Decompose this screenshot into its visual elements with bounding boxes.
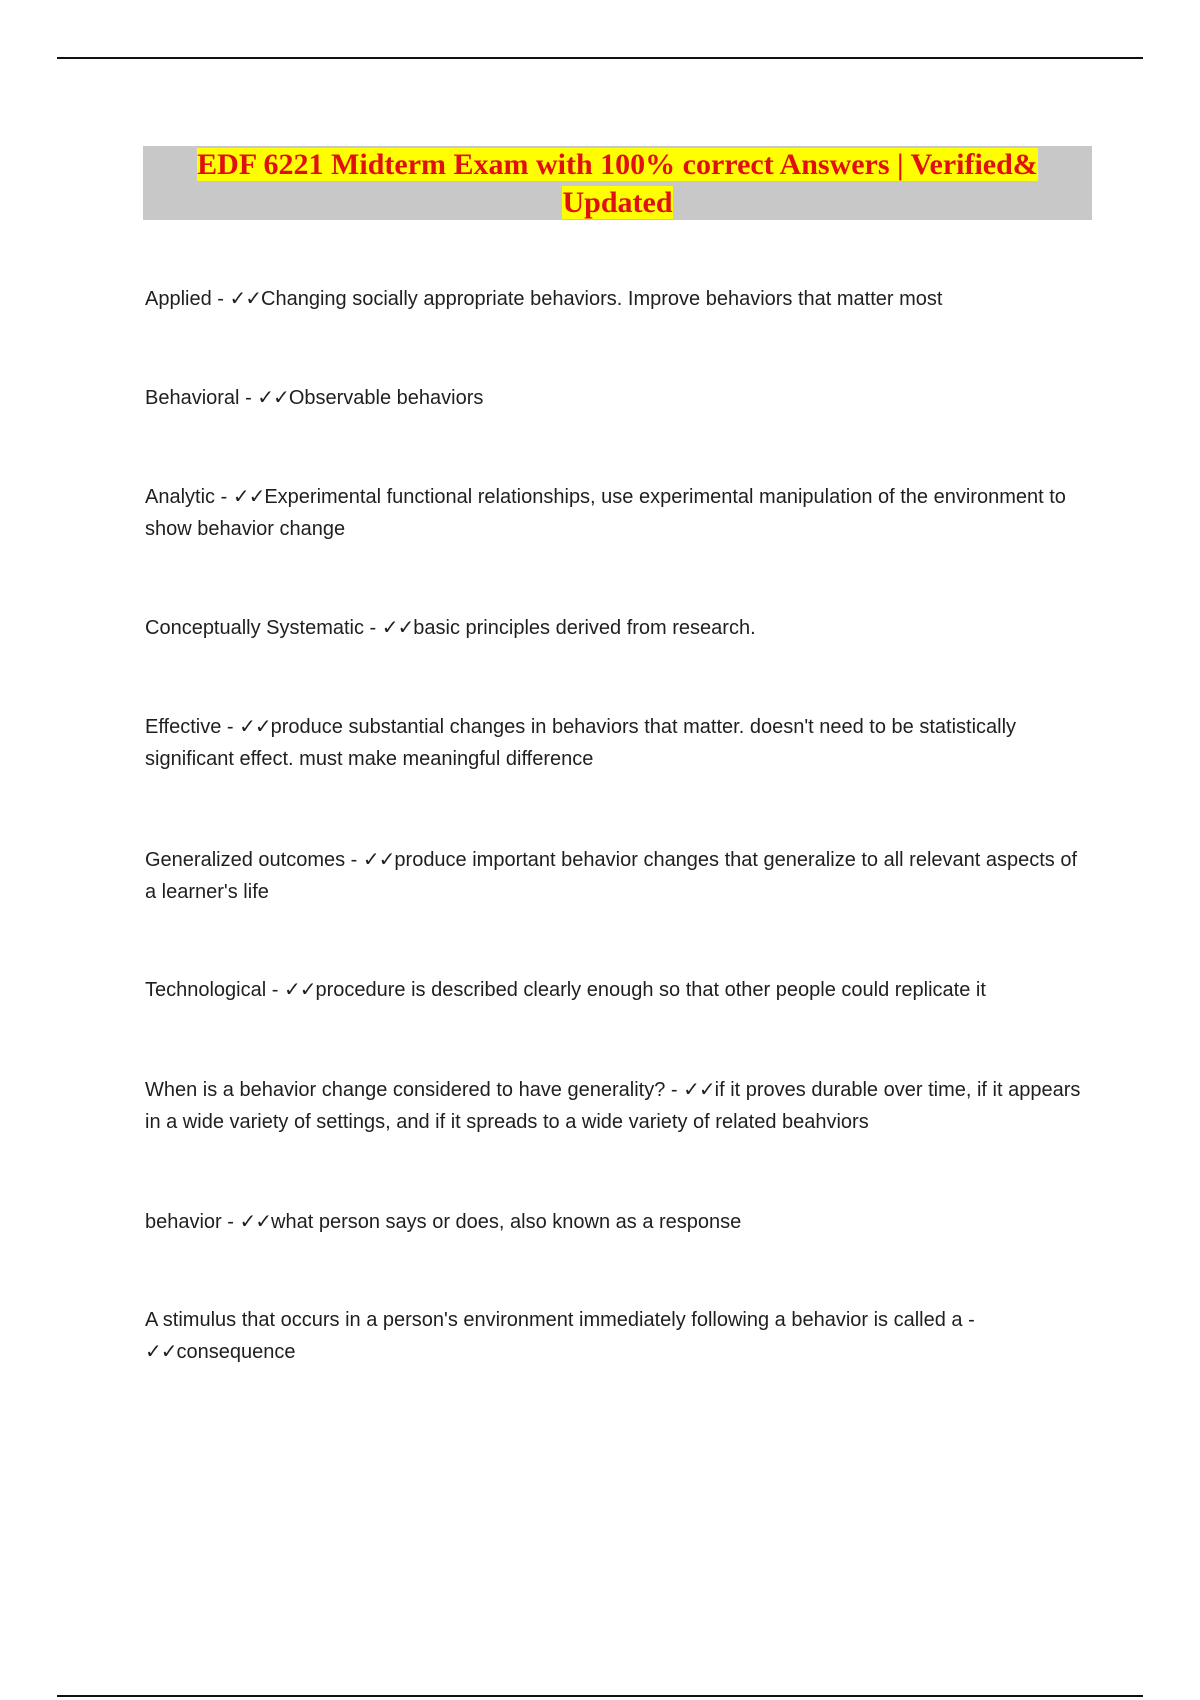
double-check-icon: ✓✓ — [239, 716, 271, 738]
entry-definition: consequence — [176, 1341, 296, 1363]
entry-definition: procedure is described clearly enough so that other people could replicate it — [315, 979, 986, 1001]
flashcard-entry — [145, 283, 1090, 315]
entry-term: Analytic — [145, 486, 216, 508]
entry-separator: - — [221, 716, 240, 738]
flashcard-entry — [145, 481, 1090, 545]
flashcard-entry — [145, 974, 1090, 1006]
entry-separator: - — [665, 1079, 684, 1101]
double-check-icon: ✓✓ — [683, 1079, 715, 1101]
double-check-icon: ✓✓ — [283, 979, 316, 1001]
entry-separator: - — [363, 617, 382, 639]
entry-definition: Observable behaviors — [288, 387, 484, 409]
title-banner — [143, 146, 1092, 220]
title-line-2: Updated — [562, 186, 673, 219]
double-check-icon: ✓✓ — [239, 1211, 272, 1233]
double-check-icon: ✓✓ — [229, 288, 262, 310]
flashcard-entry — [145, 711, 1090, 775]
entry-separator: - — [239, 387, 258, 409]
entry-term: A stimulus that occurs in a person's environment immediately following a behavior is called a — [145, 1309, 963, 1331]
entry-term: behavior — [145, 1211, 222, 1233]
flashcard-entry — [145, 1206, 1090, 1238]
entry-definition: produce substantial changes in behaviors that matter. doesn't need to be statistically significant effect. must make meaningful difference — [145, 716, 1017, 770]
entry-term: Behavioral — [145, 387, 240, 409]
double-check-icon: ✓✓ — [381, 617, 414, 639]
footer-rule — [57, 1695, 1143, 1697]
title-line-1: EDF 6221 Midterm Exam with 100% correct Answers | Verified& — [197, 148, 1038, 181]
entry-separator: - — [211, 288, 230, 310]
entry-term: Technological — [145, 979, 267, 1001]
entry-definition: Experimental functional relationships, use experimental manipulation of the environment to show behavior change — [145, 486, 1066, 540]
entry-definition: produce important behavior changes that generalize to all relevant aspects of a learner's life — [145, 849, 1078, 903]
entry-term: Applied — [145, 288, 212, 310]
double-check-icon: ✓✓ — [232, 486, 265, 508]
entry-separator: - — [215, 486, 233, 508]
entry-separator: - — [221, 1211, 240, 1233]
entry-separator: - — [345, 849, 363, 871]
entry-term: When is a behavior change considered to have generality? — [145, 1079, 666, 1101]
flashcard-entry — [145, 1074, 1090, 1138]
header-rule — [57, 57, 1143, 59]
flashcard-entry — [145, 844, 1090, 908]
entry-term: Generalized outcomes — [145, 849, 346, 871]
double-check-icon: ✓✓ — [362, 849, 395, 871]
flashcard-entry — [145, 382, 1090, 414]
flashcard-entry — [145, 1304, 1090, 1368]
flashcard-entry — [145, 612, 1090, 644]
entry-definition: Changing socially appropriate behaviors. Improve behaviors that matter most — [261, 288, 943, 310]
entry-definition: if it proves durable over time, if it appears in a wide variety of settings, and if it spreads to a wide variety of related beahviors — [145, 1079, 1081, 1133]
entry-separator: - — [962, 1309, 975, 1331]
entry-term: Conceptually Systematic — [145, 617, 364, 639]
entry-definition: basic principles derived from research. — [413, 617, 756, 639]
entry-separator: - — [266, 979, 284, 1001]
entry-term: Effective — [145, 716, 222, 738]
entry-definition: what person says or does, also known as a response — [271, 1211, 742, 1233]
document-title — [143, 146, 1092, 222]
double-check-icon: ✓✓ — [257, 387, 289, 409]
double-check-icon: ✓✓ — [145, 1341, 177, 1363]
